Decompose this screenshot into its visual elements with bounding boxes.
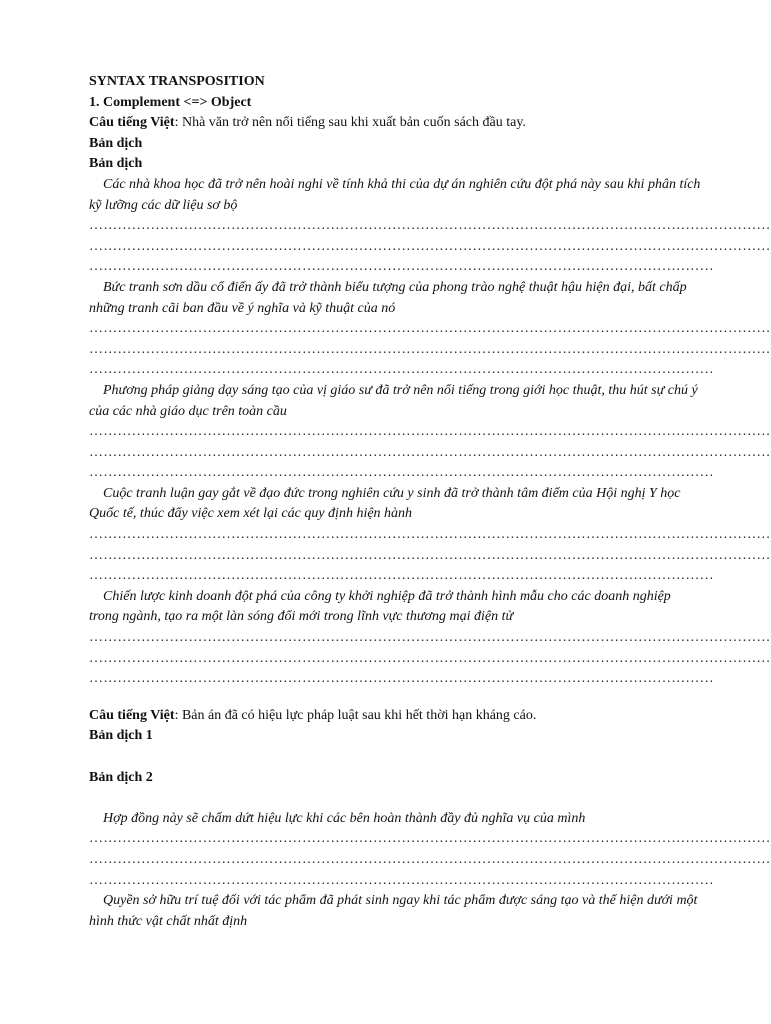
answer-line[interactable]: ……………………………………………………………………………………………………………………………… xyxy=(89,527,771,543)
answer-line[interactable]: ……………………………………………………………………………………………………………………………… xyxy=(89,630,771,646)
answer-line[interactable]: …………………………………………………………………………………………………………………… xyxy=(89,671,714,687)
blank-line xyxy=(89,747,701,768)
answer-line[interactable]: …………………………………………………………………………………………………………………… xyxy=(89,872,714,888)
exercise-sentence: Hợp đồng này sẽ chấm dứt hiệu lực khi các bên hoàn thành đầy đủ nghĩa vụ của mình xyxy=(103,810,586,826)
translation-label: Bản dịch xyxy=(89,135,143,151)
answer-line[interactable]: …………………………………………………………………………………………………………………… xyxy=(89,362,714,378)
translation-label: Bản dịch xyxy=(89,156,143,172)
answer-line[interactable]: ……………………………………………………………………………………………………………………………… xyxy=(89,851,771,867)
answer-line[interactable]: ……………………………………………………………………………………………………………………………… xyxy=(89,341,771,357)
exercise-sentence: Bức tranh sơn dầu cổ điển ấy đã trở thành biểu tượng của phong trào nghệ thuật hậu hiện đại, bất chấp những tranh cãi ban đầu về ý nghĩa và kỹ thuật của nó xyxy=(89,279,687,316)
document-body xyxy=(89,72,771,932)
answer-line[interactable]: ……………………………………………………………………………………………………………………………… xyxy=(89,650,771,666)
answer-line[interactable]: ……………………………………………………………………………………………………………………………… xyxy=(89,444,771,460)
source-sentence xyxy=(89,113,701,134)
answer-line[interactable]: ……………………………………………………………………………………………………………………………… xyxy=(89,238,771,254)
source-label: Câu tiếng Việt xyxy=(89,707,175,723)
source-sentence xyxy=(89,706,701,727)
answer-line[interactable]: ……………………………………………………………………………………………………………………………… xyxy=(89,321,771,337)
answer-line[interactable]: …………………………………………………………………………………………………………………… xyxy=(89,568,714,584)
answer-line[interactable]: ……………………………………………………………………………………………………………………………… xyxy=(89,547,771,563)
source-text: : Nhà văn trở nên nổi tiếng sau khi xuất bản cuốn sách đầu tay. xyxy=(174,115,526,131)
section-spacer xyxy=(89,690,701,706)
answer-line[interactable]: ……………………………………………………………………………………………………………………………… xyxy=(89,218,771,234)
source-text: : Bản án đã có hiệu lực pháp luật sau khi hết thời hạn kháng cáo. xyxy=(174,707,537,723)
exercise-sentence: Quyền sở hữu trí tuệ đối với tác phẩm đã phát sinh ngay khi tác phẩm được sáng tạo và thể hiện dưới một hình thức vật chất nhất định xyxy=(89,893,698,929)
answer-line[interactable]: ……………………………………………………………………………………………………………………………… xyxy=(89,424,771,440)
translation-label: Bản dịch 2 xyxy=(89,769,153,785)
blank-line xyxy=(89,788,701,809)
exercise-sentence: Chiến lược kinh doanh đột phá của công ty khởi nghiệp đã trở thành hình mẫu cho các doanh nghiệp trong ngành, tạo ra một làn sóng đổi mới trong lĩnh vực thương mại điện tử xyxy=(89,588,671,625)
exercise-sentence: Cuộc tranh luận gay gắt về đạo đức trong nghiên cứu y sinh đã trở thành tâm điểm của Hội nghị Y học Quốc tế, thúc đẩy việc xem xét lại các quy định hiện hành xyxy=(89,485,681,522)
answer-line[interactable]: ……………………………………………………………………………………………………………………………… xyxy=(89,831,771,847)
answer-line[interactable]: …………………………………………………………………………………………………………………… xyxy=(89,465,714,481)
section-heading: 1. Complement <=> Object xyxy=(89,94,252,110)
document-title: SYNTAX TRANSPOSITION xyxy=(89,74,265,89)
answer-line[interactable]: …………………………………………………………………………………………………………………… xyxy=(89,259,714,275)
source-label: Câu tiếng Việt xyxy=(89,115,175,131)
translation-label: Bản dịch 1 xyxy=(89,728,153,744)
exercise-sentence: Phương pháp giảng dạy sáng tạo của vị giáo sư đã trở nên nổi tiếng trong giới học thuật, thu hút sự chú ý của các nhà giáo dục trên toàn cầu xyxy=(89,382,698,419)
exercise-sentence: Các nhà khoa học đã trở nên hoài nghi về tính khả thi của dự án nghiên cứu đột phá này sau khi phân tích kỹ lưỡng các dữ liệu sơ bộ xyxy=(89,176,701,213)
